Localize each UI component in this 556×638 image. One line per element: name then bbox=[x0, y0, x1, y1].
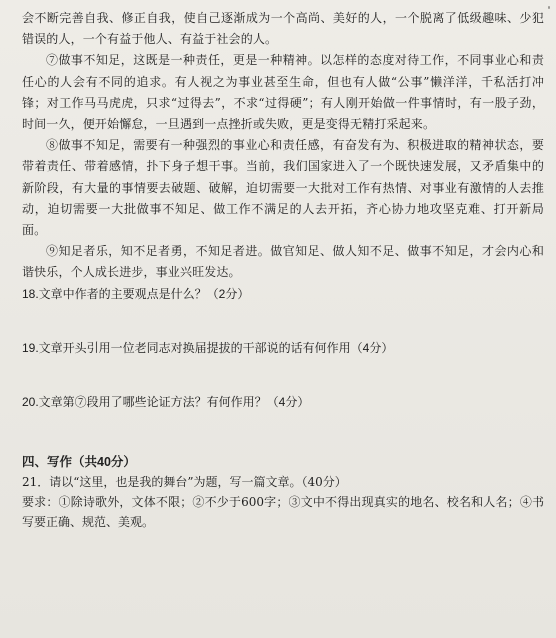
paragraph-8: ⑧做事不知足，需要有一种强烈的事业心和责任感，有奋发有为、积极进取的精神状态，要带着责任、带着感情，扑下身子想干事。当前，我们国家进入了一个既快速发展，又矛盾集中的新阶段，有大量的事情要去破题、破解，迫切需要一大批对工作有热情、对事业有激情的人去推动，迫切需要一大批做事不知足、做工作不满足的人去开拓，齐心协力地攻坚克难、打开新局面。 bbox=[22, 138, 544, 238]
question-18: 18.文章中作者的主要观点是什么？（2分） bbox=[22, 286, 250, 301]
writing-section-title: 四、写作（共40分） bbox=[22, 454, 136, 469]
writing-requirements: 要求：①除诗歌外，文体不限；②不少于600字；③文中不得出现真实的地名、校名和人名；④书写要正确、规范、美观。 bbox=[22, 494, 544, 529]
paragraph-7: ⑦做事不知足，这既是一种责任，更是一种精神。以怎样的态度对待工作，不同事业心和责任心的人会有不同的追求。有人视之为事业甚至生命，但也有人做“公事”懒洋洋，千私活打冲锋；对工作马马虎虎，只求“过得去”，不求“过得硬”；有人刚开始做一件事情时，有一股子劲，时间一久，便开始懈怠，一旦遇到一点挫折或失败，更是变得无精打采起来。 bbox=[22, 53, 544, 132]
paragraph-9: ⑨知足者乐，知不足者勇，不知足者进。做官知足、做人知不足、做事不知足，才会内心和谐快乐，个人成长进步，事业兴旺发达。 bbox=[22, 244, 544, 280]
writing-task: 21．请以“这里，也是我的舞台”为题，写一篇文章。（40分） bbox=[22, 474, 347, 489]
paragraph-continuation: 会不断完善自我、修正自我，使自己逐渐成为一个高尚、美好的人，一个脱离了低级趣味、少犯错误的人，一个有益于他人、有益于社会的人。 bbox=[22, 11, 544, 47]
reading-passage bbox=[22, 8, 544, 284]
page-corner-mark bbox=[548, 6, 550, 9]
question-list bbox=[22, 284, 544, 413]
question-20: 20.文章第⑦段用了哪些论证方法？有何作用？（4分） bbox=[22, 394, 310, 409]
writing-section bbox=[22, 452, 544, 532]
question-19: 19.文章开头引用一位老同志对换届提拔的干部说的话有何作用（4分） bbox=[22, 340, 394, 355]
